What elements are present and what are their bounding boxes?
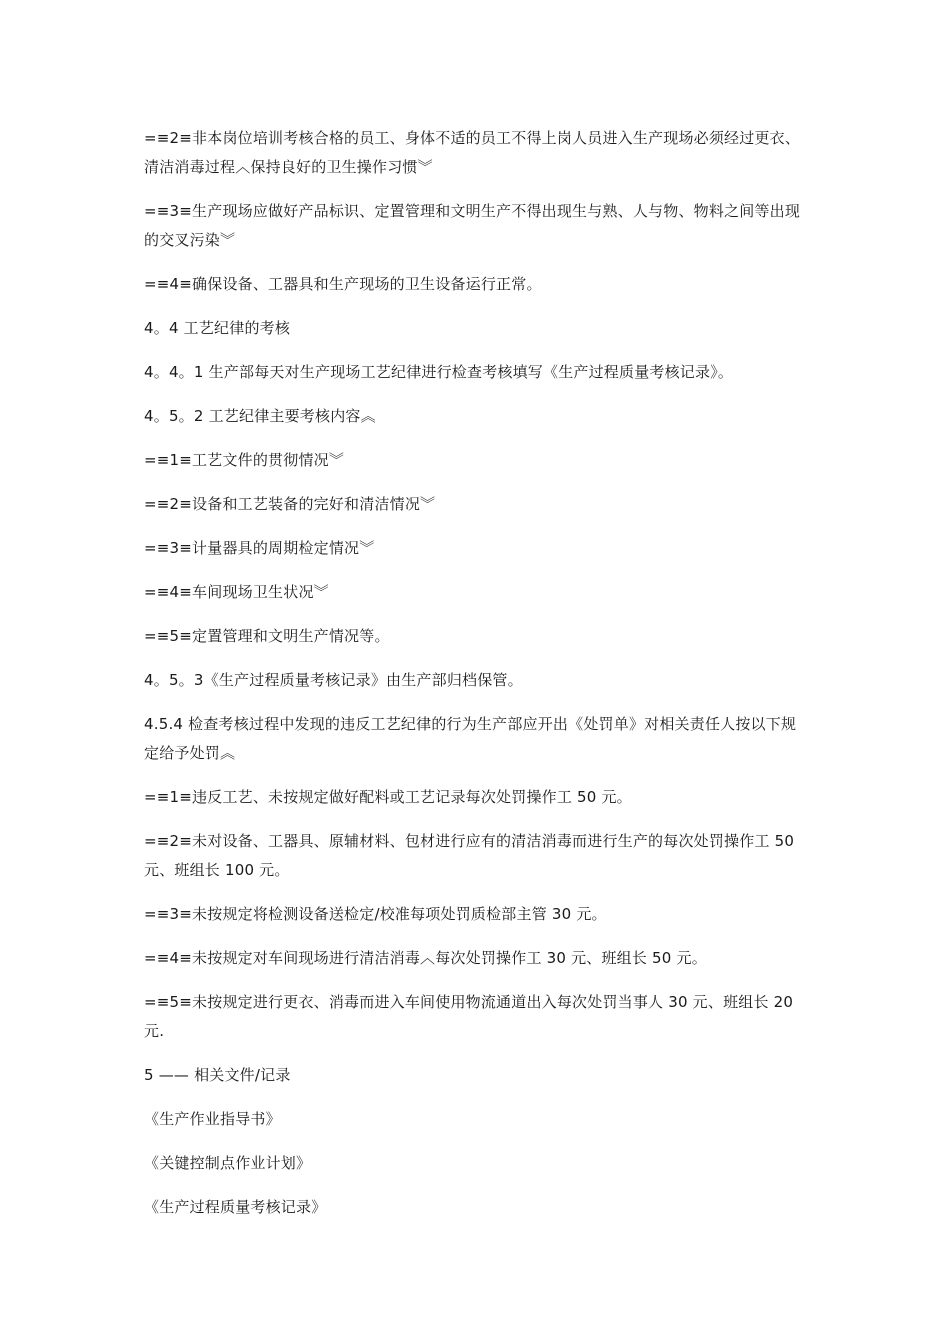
list-item: =≡3≡计量器具的周期检定情况︾ — [144, 539, 375, 557]
document-body — [144, 124, 810, 1237]
list-item: =≡1≡工艺文件的贯彻情况︾ — [144, 451, 345, 469]
list-item: =≡2≡未对设备、工器具、原辅材料、包材进行应有的清洁消毒而进行生产的每次处罚操作工 50 元、班组长 100 元。 — [144, 832, 795, 879]
section-heading: 5 —— 相关文件/记录 — [144, 1066, 291, 1084]
paragraph: 4。5。2 工艺纪律主要考核内容︽ — [144, 407, 376, 425]
list-item: =≡1≡违反工艺、未按规定做好配料或工艺记录每次处罚操作工 50 元。 — [144, 788, 632, 806]
related-document: 《生产过程质量考核记录》 — [144, 1198, 327, 1216]
paragraph: 4。4。1 生产部每天对生产现场工艺纪律进行检查考核填写《生产过程质量考核记录》。 — [144, 363, 734, 381]
section-heading: 4。4 工艺纪律的考核 — [144, 319, 291, 337]
paragraph: =≡2≡非本岗位培训考核合格的员工、身体不适的员工不得上岗人员进入生产现场必须经过更衣、清洁消毒过程︿保持良好的卫生操作习惯︾ — [144, 129, 801, 176]
paragraph: 4.5.4 检查考核过程中发现的违反工艺纪律的行为生产部应开出《处罚单》对相关责任人按以下规定给予处罚︽ — [144, 715, 797, 762]
list-item: =≡3≡未按规定将检测设备送检定/校准每项处罚质检部主管 30 元。 — [144, 905, 607, 923]
paragraph: =≡3≡生产现场应做好产品标识、定置管理和文明生产不得出现生与熟、人与物、物料之间等出现的交叉污染︾ — [144, 202, 801, 249]
paragraph: 4。5。3《生产过程质量考核记录》由生产部归档保管。 — [144, 671, 523, 689]
list-item: =≡4≡车间现场卫生状况︾ — [144, 583, 329, 601]
list-item: =≡5≡未按规定进行更衣、消毒而进入车间使用物流通道出入每次处罚当事人 30 元、班组长 20 元. — [144, 993, 794, 1040]
related-document: 《关键控制点作业计划》 — [144, 1154, 312, 1172]
list-item: =≡5≡定置管理和文明生产情况等。 — [144, 627, 390, 645]
list-item: =≡2≡设备和工艺装备的完好和清洁情况︾ — [144, 495, 436, 513]
list-item: =≡4≡未按规定对车间现场进行清洁消毒︿每次处罚操作工 30 元、班组长 50 元。 — [144, 949, 707, 967]
related-document: 《生产作业指导书》 — [144, 1110, 281, 1128]
paragraph: =≡4≡确保设备、工器具和生产现场的卫生设备运行正常。 — [144, 275, 542, 293]
